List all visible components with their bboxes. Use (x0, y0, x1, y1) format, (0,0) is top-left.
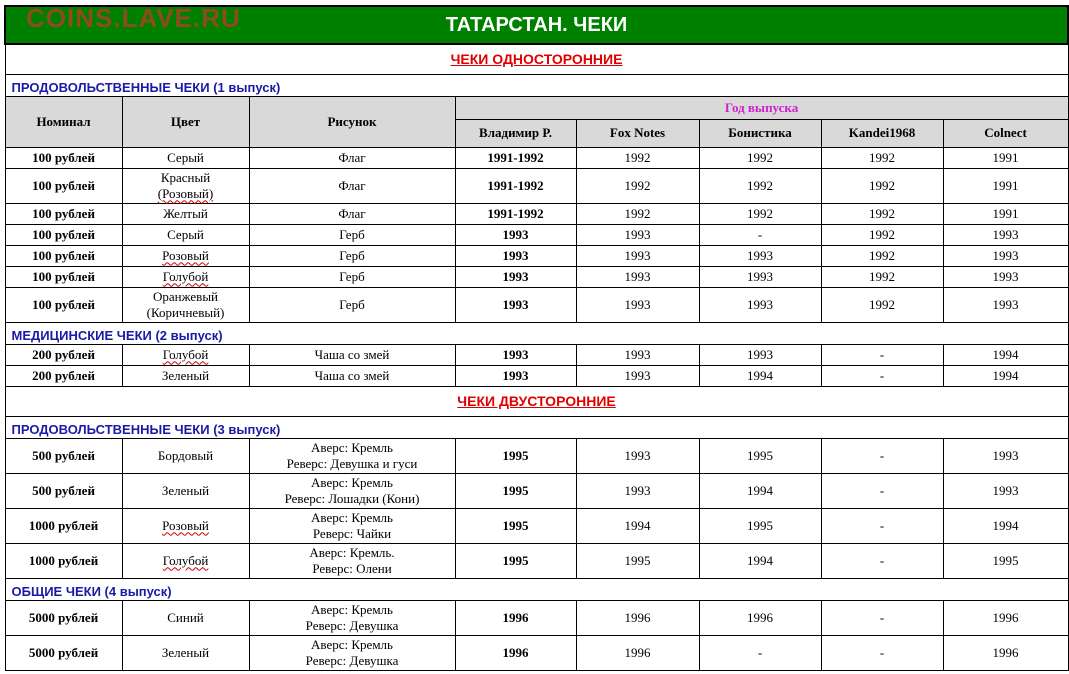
design-line: Герб (339, 296, 365, 312)
color-cell (122, 543, 249, 578)
year-cell: 1992 (576, 147, 699, 168)
table-row (5, 245, 1068, 266)
year-cell: 1992 (821, 224, 943, 245)
design-cell (249, 344, 455, 365)
header-source: Бонистика (699, 119, 821, 147)
section-title: ЧЕКИ ОДНОСТОРОННИЕ (5, 44, 1068, 74)
table-row (5, 287, 1068, 322)
table-row (5, 543, 1068, 578)
color-cell (122, 287, 249, 322)
year-cell: 1993 (943, 473, 1068, 508)
color-line: Синий (167, 609, 204, 625)
year-cell: 1993 (576, 245, 699, 266)
year-cell: 1994 (699, 473, 821, 508)
header-source: Fox Notes (576, 119, 699, 147)
color-cell (122, 508, 249, 543)
year-cell: 1996 (455, 635, 576, 670)
design-line: Флаг (338, 177, 366, 193)
nominal-cell: 1000 рублей (5, 543, 122, 578)
header-source: Владимир Р. (455, 119, 576, 147)
table-row (5, 344, 1068, 365)
design-cell (249, 543, 455, 578)
year-cell: - (821, 473, 943, 508)
color-line: Красный (160, 169, 211, 185)
nominal-cell: 100 рублей (5, 224, 122, 245)
year-cell: 1992 (821, 147, 943, 168)
year-cell: - (821, 543, 943, 578)
color-cell (122, 600, 249, 635)
header-source: Kandei1968 (821, 119, 943, 147)
table-row (5, 438, 1068, 473)
design-line: Реверс: Девушка (305, 652, 399, 668)
year-cell: 1993 (943, 438, 1068, 473)
year-cell: - (821, 600, 943, 635)
year-cell: 1996 (943, 635, 1068, 670)
color-line: Оранжевый (152, 288, 219, 304)
color-line: (Розовый) (157, 185, 214, 201)
design-cell (249, 635, 455, 670)
design-line: Герб (339, 226, 365, 242)
year-cell: 1994 (943, 508, 1068, 543)
design-cell (249, 438, 455, 473)
year-cell: 1993 (699, 287, 821, 322)
header-nominal: Номинал (5, 96, 122, 147)
color-line: Зеленый (161, 482, 210, 498)
design-cell (249, 600, 455, 635)
design-line: Аверс: Кремль (311, 439, 393, 455)
color-cell (122, 344, 249, 365)
year-cell: 1991-1992 (455, 147, 576, 168)
year-cell: 1993 (455, 365, 576, 386)
year-cell: 1993 (576, 287, 699, 322)
color-line: Зеленый (161, 367, 210, 383)
group-row (5, 74, 1068, 96)
design-cell (249, 168, 455, 203)
group-row (5, 322, 1068, 344)
table-row (5, 600, 1068, 635)
color-cell (122, 245, 249, 266)
group-row (5, 416, 1068, 438)
nominal-cell: 200 рублей (5, 344, 122, 365)
color-cell (122, 438, 249, 473)
checks-table (4, 5, 1069, 671)
color-line: Голубой (162, 552, 209, 568)
nominal-cell: 100 рублей (5, 287, 122, 322)
year-cell: 1993 (576, 224, 699, 245)
year-cell: 1993 (576, 365, 699, 386)
group-title: ПРОДОВОЛЬСТВЕННЫЕ ЧЕКИ (1 выпуск) (5, 74, 1068, 96)
nominal-cell: 500 рублей (5, 473, 122, 508)
year-cell: 1995 (943, 543, 1068, 578)
design-cell (249, 508, 455, 543)
design-line: Аверс: Кремль (311, 601, 393, 617)
year-cell: - (821, 365, 943, 386)
year-cell: 1996 (699, 600, 821, 635)
nominal-cell: 100 рублей (5, 266, 122, 287)
year-cell: 1993 (699, 344, 821, 365)
design-line: Чаша со змей (314, 346, 390, 362)
group-title: МЕДИЦИНСКИЕ ЧЕКИ (2 выпуск) (5, 322, 1068, 344)
year-cell: 1993 (576, 473, 699, 508)
nominal-cell: 100 рублей (5, 203, 122, 224)
design-line: Реверс: Девушка (305, 617, 399, 633)
year-cell: - (699, 635, 821, 670)
year-cell: 1992 (699, 203, 821, 224)
group-title: ОБЩИЕ ЧЕКИ (4 выпуск) (5, 578, 1068, 600)
design-line: Аверс: Кремль. (309, 544, 395, 560)
nominal-cell: 5000 рублей (5, 600, 122, 635)
table-row (5, 365, 1068, 386)
year-cell: 1993 (576, 344, 699, 365)
color-cell (122, 365, 249, 386)
color-line: Розовый (162, 247, 209, 263)
color-line: Серый (167, 149, 204, 165)
year-cell: 1995 (699, 508, 821, 543)
year-cell: 1993 (455, 266, 576, 287)
year-cell: 1993 (455, 245, 576, 266)
year-cell: - (821, 344, 943, 365)
color-line: (Коричневый) (146, 304, 225, 320)
page-title: ТАТАРСТАН. ЧЕКИ (445, 14, 628, 36)
color-cell (122, 147, 249, 168)
year-cell: 1995 (576, 543, 699, 578)
nominal-cell: 5000 рублей (5, 635, 122, 670)
design-line: Флаг (338, 205, 366, 221)
year-cell: 1991 (943, 168, 1068, 203)
year-cell: 1994 (699, 543, 821, 578)
design-cell (249, 365, 455, 386)
table-row (5, 147, 1068, 168)
color-cell (122, 168, 249, 203)
year-cell: - (821, 508, 943, 543)
nominal-cell: 1000 рублей (5, 508, 122, 543)
design-cell (249, 203, 455, 224)
design-cell (249, 147, 455, 168)
year-cell: - (821, 635, 943, 670)
year-cell: 1996 (576, 600, 699, 635)
design-line: Аверс: Кремль (311, 474, 393, 490)
banner (5, 3, 1068, 44)
design-line: Аверс: Кремль (311, 509, 393, 525)
nominal-cell: 500 рублей (5, 438, 122, 473)
year-cell: 1996 (943, 600, 1068, 635)
table-row (5, 203, 1068, 224)
year-cell: 1993 (576, 266, 699, 287)
year-cell: 1993 (699, 245, 821, 266)
design-line: Чаша со змей (314, 367, 390, 383)
design-line: Флаг (338, 149, 366, 165)
year-cell: 1992 (821, 203, 943, 224)
year-cell: 1995 (455, 543, 576, 578)
year-cell: 1993 (943, 266, 1068, 287)
nominal-cell: 100 рублей (5, 245, 122, 266)
year-cell: 1994 (576, 508, 699, 543)
color-line: Серый (167, 226, 204, 242)
year-cell: 1995 (455, 438, 576, 473)
header-design: Рисунок (249, 96, 455, 147)
watermark-logo: COINS.LAVE.RU (26, 3, 241, 33)
year-cell: 1993 (576, 438, 699, 473)
year-cell: 1993 (455, 287, 576, 322)
design-line: Реверс: Чайки (312, 525, 392, 541)
design-cell (249, 245, 455, 266)
year-cell: - (821, 438, 943, 473)
color-line: Желтый (163, 205, 208, 221)
year-cell: 1994 (943, 365, 1068, 386)
year-cell: 1991-1992 (455, 168, 576, 203)
color-line: Голубой (162, 346, 209, 362)
table-row (5, 473, 1068, 508)
color-line: Бордовый (157, 447, 214, 463)
color-cell (122, 266, 249, 287)
section-row (5, 386, 1068, 416)
year-cell: 1992 (821, 245, 943, 266)
year-cell: 1996 (455, 600, 576, 635)
design-line: Герб (339, 247, 365, 263)
nominal-cell: 200 рублей (5, 365, 122, 386)
design-cell (249, 473, 455, 508)
color-cell (122, 473, 249, 508)
year-cell: 1992 (821, 266, 943, 287)
design-cell (249, 287, 455, 322)
header-color: Цвет (122, 96, 249, 147)
group-title: ПРОДОВОЛЬСТВЕННЫЕ ЧЕКИ (3 выпуск) (5, 416, 1068, 438)
header-year-group: Год выпуска (455, 96, 1068, 119)
year-cell: 1996 (576, 635, 699, 670)
color-cell (122, 203, 249, 224)
color-line: Голубой (162, 268, 209, 284)
year-cell: 1994 (943, 344, 1068, 365)
table-row (5, 224, 1068, 245)
header-source: Colnect (943, 119, 1068, 147)
design-cell (249, 224, 455, 245)
year-cell: 1993 (455, 224, 576, 245)
design-line: Реверс: Девушка и гуси (286, 455, 418, 471)
table-row (5, 266, 1068, 287)
year-cell: 1991 (943, 147, 1068, 168)
nominal-cell: 100 рублей (5, 168, 122, 203)
year-cell: 1994 (699, 365, 821, 386)
year-cell: 1992 (821, 168, 943, 203)
section-title: ЧЕКИ ДВУСТОРОННИЕ (5, 386, 1068, 416)
header-row (5, 96, 1068, 119)
year-cell: 1993 (943, 224, 1068, 245)
year-cell: 1992 (821, 287, 943, 322)
year-cell: 1993 (455, 344, 576, 365)
design-line: Реверс: Олени (312, 560, 392, 576)
table-row (5, 168, 1068, 203)
year-cell: 1995 (455, 508, 576, 543)
year-cell: 1991-1992 (455, 203, 576, 224)
year-cell: - (699, 224, 821, 245)
year-cell: 1993 (943, 287, 1068, 322)
year-cell: 1992 (699, 147, 821, 168)
color-cell (122, 224, 249, 245)
year-cell: 1992 (576, 203, 699, 224)
section-row (5, 44, 1068, 74)
year-cell: 1991 (943, 203, 1068, 224)
nominal-cell: 100 рублей (5, 147, 122, 168)
design-line: Герб (339, 268, 365, 284)
year-cell: 1995 (455, 473, 576, 508)
year-cell: 1992 (576, 168, 699, 203)
banner-row (5, 6, 1068, 44)
table-row (5, 508, 1068, 543)
year-cell: 1993 (699, 266, 821, 287)
color-cell (122, 635, 249, 670)
year-cell: 1992 (699, 168, 821, 203)
year-cell: 1995 (699, 438, 821, 473)
color-line: Зеленый (161, 644, 210, 660)
design-line: Реверс: Лошадки (Кони) (284, 490, 420, 506)
table-row (5, 635, 1068, 670)
group-row (5, 578, 1068, 600)
design-line: Аверс: Кремль (311, 636, 393, 652)
color-line: Розовый (162, 517, 209, 533)
design-cell (249, 266, 455, 287)
year-cell: 1993 (943, 245, 1068, 266)
